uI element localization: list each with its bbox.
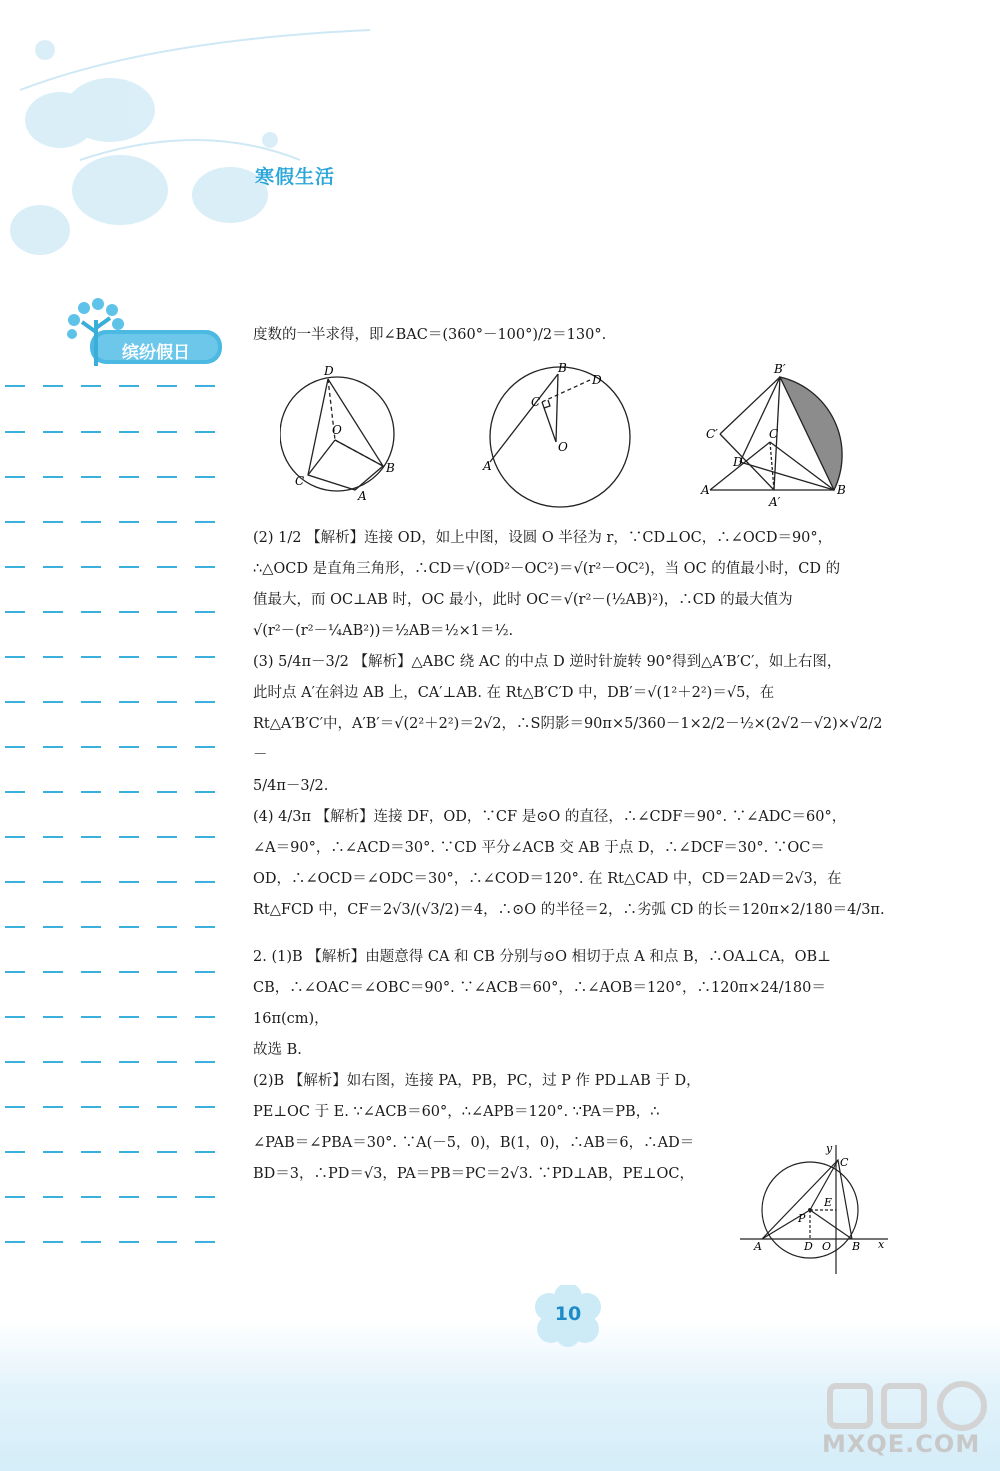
- line-10: (4) 4/3π 【解析】连接 DF，OD，∵CF 是⊙O 的直径，∴∠CDF＝90°. ∵∠ADC＝60°，: [253, 809, 847, 825]
- line-19: ∠PAB＝∠PBA＝30°. ∵A(－5，0)，B(1，0)，∴AB＝6，∴AD＝: [253, 1135, 695, 1151]
- fig-middle-label-O: O: [558, 440, 568, 454]
- fig-left-label-O: O: [332, 423, 342, 437]
- figure-middle: [490, 367, 630, 507]
- line-8: Rt△A′B′C′中，A′B′＝√(2²＋2²)＝2√2，∴S阴影＝90π×5/360－1×2/2－½×(2√2－√2)×√2/2－: [253, 716, 883, 763]
- header-title: 寒假生活: [255, 166, 336, 188]
- geometry-figures: [280, 362, 870, 512]
- fig-right-label-B: B: [837, 483, 846, 497]
- fig-small-label-O: O: [822, 1240, 832, 1253]
- fig-middle-label-C: C: [531, 395, 541, 409]
- badge-label: 缤纷假日: [122, 343, 190, 363]
- page-number: 10: [554, 1303, 582, 1325]
- fig-small-label-B: B: [852, 1240, 861, 1253]
- line-15: CB，∴∠OAC＝∠OBC＝90°. ∵∠ACB＝60°，∴∠AOB＝120°，∴120π×24/180＝16π(cm)，: [253, 980, 826, 1027]
- line-1: 度数的一半求得，即∠BAC＝(360°－100°)/2＝130°.: [253, 327, 607, 343]
- line-6: (3) 5/4π－3/2 【解析】△ABC 绕 AC 的中点 D 逆时针旋转 90°得到△A′B′C′，如上右图，: [253, 654, 842, 670]
- fig-left-label-A: A: [358, 489, 367, 503]
- line-11: ∠A＝90°，∴∠ACD＝30°. ∵CD 平分∠ACB 交 AB 于点 D，∴∠DCF＝30°. ∵OC＝: [253, 840, 825, 856]
- line-13: Rt△FCD 中，CF＝2√3/(√3/2)＝4，∴⊙O 的半径＝2，∴劣弧 CD 的长＝120π×2/180＝4/3π.: [253, 902, 885, 918]
- fig-right-label-C: C: [769, 427, 779, 441]
- fig-right-label-B-prime: B′: [774, 362, 786, 376]
- fig-small-label-A: A: [754, 1240, 762, 1253]
- line-3: ∴△OCD 是直角三角形，∴CD＝√(OD²－OC²)＝√(r²－OC²)，当 OC 的值最小时，CD 的: [253, 561, 841, 577]
- line-20: BD＝3，∴PD＝√3，PA＝PB＝PC＝2√3. ∵PD⊥AB，PE⊥OC，: [253, 1166, 695, 1182]
- fig-middle-label-A: A: [483, 459, 492, 473]
- fig-small-label-y: y: [826, 1142, 833, 1155]
- coordinate-figure: [738, 1140, 898, 1275]
- fig-small-label-C: C: [840, 1156, 849, 1169]
- floral-decoration: [0, 0, 420, 300]
- fig-left-label-D: D: [324, 364, 334, 378]
- fig-right-label-A: A: [701, 483, 710, 497]
- fig-middle-label-B: B: [558, 362, 567, 375]
- line-18: PE⊥OC 于 E. ∵∠ACB＝60°，∴∠APB＝120°. ∵PA＝PB，∴: [253, 1104, 660, 1120]
- line-17: (2)B 【解析】如右图，连接 PA，PB，PC，过 P 作 PD⊥AB 于 D，: [253, 1073, 701, 1089]
- line-14: 2. (1)B 【解析】由题意得 CA 和 CB 分别与⊙O 相切于点 A 和点 B，∴OA⊥CA，OB⊥: [253, 949, 831, 965]
- watermark-text: MXQE.COM: [822, 1430, 981, 1458]
- page-number-badge: [535, 1285, 601, 1347]
- line-7: 此时点 A′在斜边 AB 上，CA′⊥AB. 在 Rt△B′C′D 中，DB′＝√(1²＋2²)＝√5，在: [253, 685, 775, 701]
- fig-left-label-C: C: [295, 474, 305, 488]
- fig-middle-label-D: D: [592, 373, 602, 387]
- note-lines: [0, 378, 235, 1258]
- line-2: (2) 1/2 【解析】连接 OD，如上中图，设圆 O 半径为 r，∵CD⊥OC，∴∠OCD＝90°，: [253, 530, 833, 546]
- fig-right-label-C-prime: C′: [706, 427, 718, 441]
- line-16: 故选 B.: [253, 1042, 302, 1058]
- fig-small-label-x: x: [878, 1238, 885, 1251]
- line-5: √(r²－(r²－¼AB²))＝½AB＝½×1＝½.: [253, 623, 514, 639]
- fig-right-label-A-prime: A′: [769, 495, 781, 509]
- fig-small-label-E: E: [824, 1196, 833, 1209]
- line-9: 5/4π－3/2.: [253, 778, 329, 794]
- fig-right-label-D: D: [733, 455, 743, 469]
- line-4: 值最大，而 OC⊥AB 时，OC 最小，此时 OC＝√(r²－(½AB)²)，∴CD 的最大值为: [253, 592, 793, 608]
- line-12: OD，∴∠OCD＝∠ODC＝30°，∴∠COD＝120°. 在 Rt△CAD 中，CD＝2AD＝2√3，在: [253, 871, 842, 887]
- fig-left-label-B: B: [386, 461, 395, 475]
- fig-small-label-D: D: [804, 1240, 813, 1253]
- fig-small-label-P: P: [798, 1212, 806, 1225]
